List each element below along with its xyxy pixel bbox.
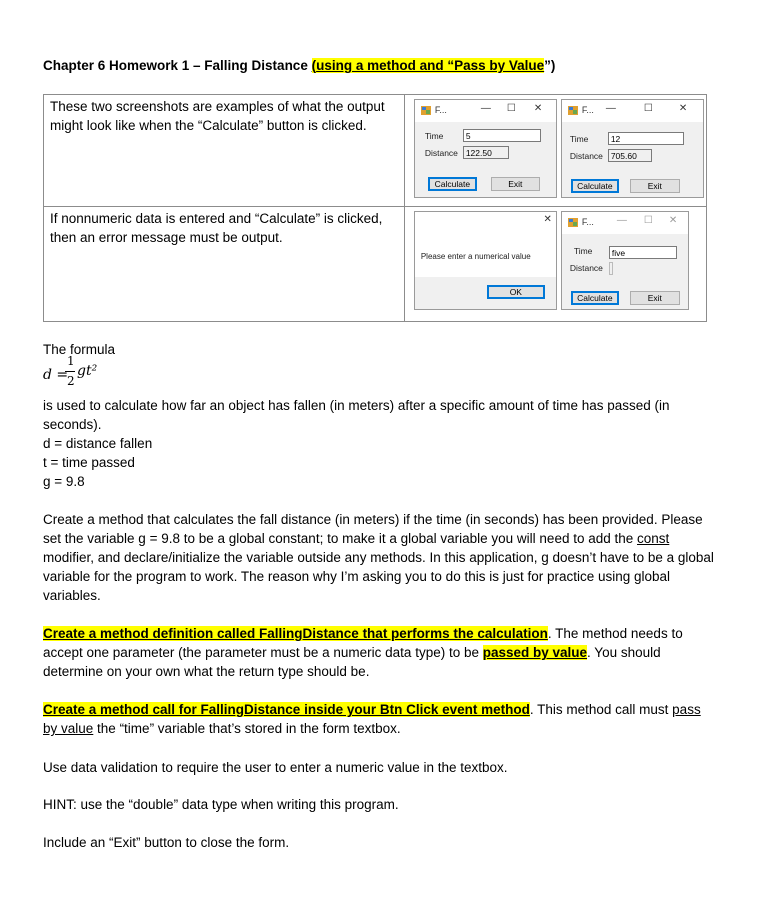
paragraph-definition — [43, 624, 718, 681]
formula-rhs: gt² — [77, 363, 98, 379]
minimize-icon[interactable]: — — [616, 215, 627, 226]
definition-highlight: Create a method definition called FallingDistance that performs the calculation — [43, 626, 548, 641]
pass-by-value-underline: pass by value — [43, 702, 701, 736]
example-description-1: These two screenshots are examples of what the output might look like when the “Calculate” button is clicked. — [44, 95, 405, 207]
calculate-button[interactable]: Calculate — [428, 177, 477, 191]
minimize-icon[interactable]: — — [480, 103, 491, 114]
paragraph-definition-text-1: . The method needs to accept one parameter (the parameter must be a numeric data type) to be — [43, 626, 683, 660]
definition-g: g = 9.8 — [43, 474, 85, 489]
ok-button[interactable]: OK — [487, 285, 545, 299]
title-bar — [562, 100, 703, 122]
exit-button[interactable]: Exit — [630, 179, 680, 193]
form-window-1 — [414, 99, 557, 198]
distance-output: 705.60 — [608, 149, 652, 162]
app-icon — [568, 106, 578, 115]
minimize-icon[interactable]: — — [605, 103, 616, 114]
distance-label: Distance — [424, 148, 458, 158]
paragraph-method-text-1: Create a method that calculates the fall distance (in meters) if the time (in seconds) has been provided. Please set the variable g = 9.8 to be a global constant; to make it a global variable you will need to add the — [43, 512, 703, 546]
definition-d: d = distance fallen — [43, 436, 153, 451]
paragraph-definition-text-2: . You should determine on your own what the return type should be. — [43, 645, 661, 679]
error-message: Please enter a numerical value — [420, 252, 531, 261]
paragraph-method — [43, 510, 718, 605]
time-input[interactable]: five — [609, 246, 677, 259]
window-title: F... — [581, 105, 594, 115]
distance-output: 122.50 — [463, 146, 509, 159]
paragraph-call-text-1: . This method call must — [529, 702, 673, 717]
call-highlight: Create a method call for FallingDistance inside your Btn Click event method — [43, 702, 530, 717]
calculate-button[interactable]: Calculate — [571, 179, 619, 193]
close-icon[interactable]: ✕ — [543, 214, 552, 225]
calculate-button[interactable]: Calculate — [571, 291, 619, 305]
form-window-3 — [561, 211, 689, 310]
title-text: Chapter 6 Homework 1 – Falling Distance — [43, 58, 312, 73]
formula-denominator: 2 — [67, 374, 75, 388]
message-footer — [415, 277, 556, 309]
paragraph-call-text-2: the “time” variable that’s stored in the form textbox. — [93, 721, 401, 736]
distance-output — [609, 262, 613, 275]
close-icon[interactable]: ✕ — [533, 103, 543, 114]
time-label: Time — [424, 131, 444, 141]
title-bar — [562, 212, 688, 234]
title-close: ”) — [544, 58, 556, 73]
exit-button[interactable]: Exit — [630, 291, 680, 305]
exit-note: Include an “Exit” button to close the form. — [43, 835, 290, 850]
formula-lhs: d = — [43, 367, 69, 383]
example-screenshots-2 — [404, 207, 706, 322]
time-label: Time — [569, 134, 589, 144]
time-input[interactable]: 12 — [608, 132, 684, 145]
close-icon[interactable]: ✕ — [668, 215, 678, 226]
formula-explanation: is used to calculate how far an object has fallen (in meters) after a specific amount of time has passed (in seconds). — [43, 398, 670, 432]
hint-note: HINT: use the “double” data type when writing this program. — [43, 797, 399, 812]
example-screenshots-1 — [404, 95, 706, 207]
definition-t: t = time passed — [43, 455, 135, 470]
maximize-icon[interactable]: ☐ — [506, 103, 516, 114]
examples-table — [43, 94, 707, 322]
app-icon — [421, 106, 431, 115]
title-bar — [415, 100, 556, 122]
page-title — [43, 58, 555, 73]
distance-label: Distance — [569, 263, 603, 273]
formula-intro: The formula — [43, 342, 116, 357]
paragraph-call — [43, 700, 718, 738]
time-input[interactable]: 5 — [463, 129, 541, 142]
maximize-icon[interactable]: ☐ — [643, 103, 653, 114]
maximize-icon[interactable]: ☐ — [643, 215, 653, 226]
close-icon[interactable]: ✕ — [678, 103, 688, 114]
title-highlight: using a method and “Pass by Value — [316, 58, 545, 73]
paragraph-method-text-2: modifier, and declare/initialize the variable outside any methods. In this application, g doesn’t have to be a global variable for the program to work. The reason why I’m asking you to do this is just for practice using global variables. — [43, 550, 714, 603]
exit-button[interactable]: Exit — [491, 177, 540, 191]
time-label: Time — [573, 246, 593, 256]
form-window-2 — [561, 99, 704, 198]
formula-numerator: 1 — [67, 354, 75, 368]
title-paren: ( — [311, 58, 317, 73]
formula-fraction-bar — [65, 371, 75, 372]
error-message-box — [414, 211, 557, 310]
pass-by-value-highlight: passed by value — [482, 645, 588, 660]
app-icon — [568, 218, 578, 227]
window-title: F... — [581, 217, 594, 227]
example-description-2: If nonnumeric data is entered and “Calculate” is clicked, then an error message must be output. — [44, 207, 405, 322]
window-title: F... — [434, 105, 447, 115]
const-keyword: const — [637, 531, 670, 546]
validation-note: Use data validation to require the user to enter a numeric value in the textbox. — [43, 760, 508, 775]
distance-label: Distance — [569, 151, 603, 161]
